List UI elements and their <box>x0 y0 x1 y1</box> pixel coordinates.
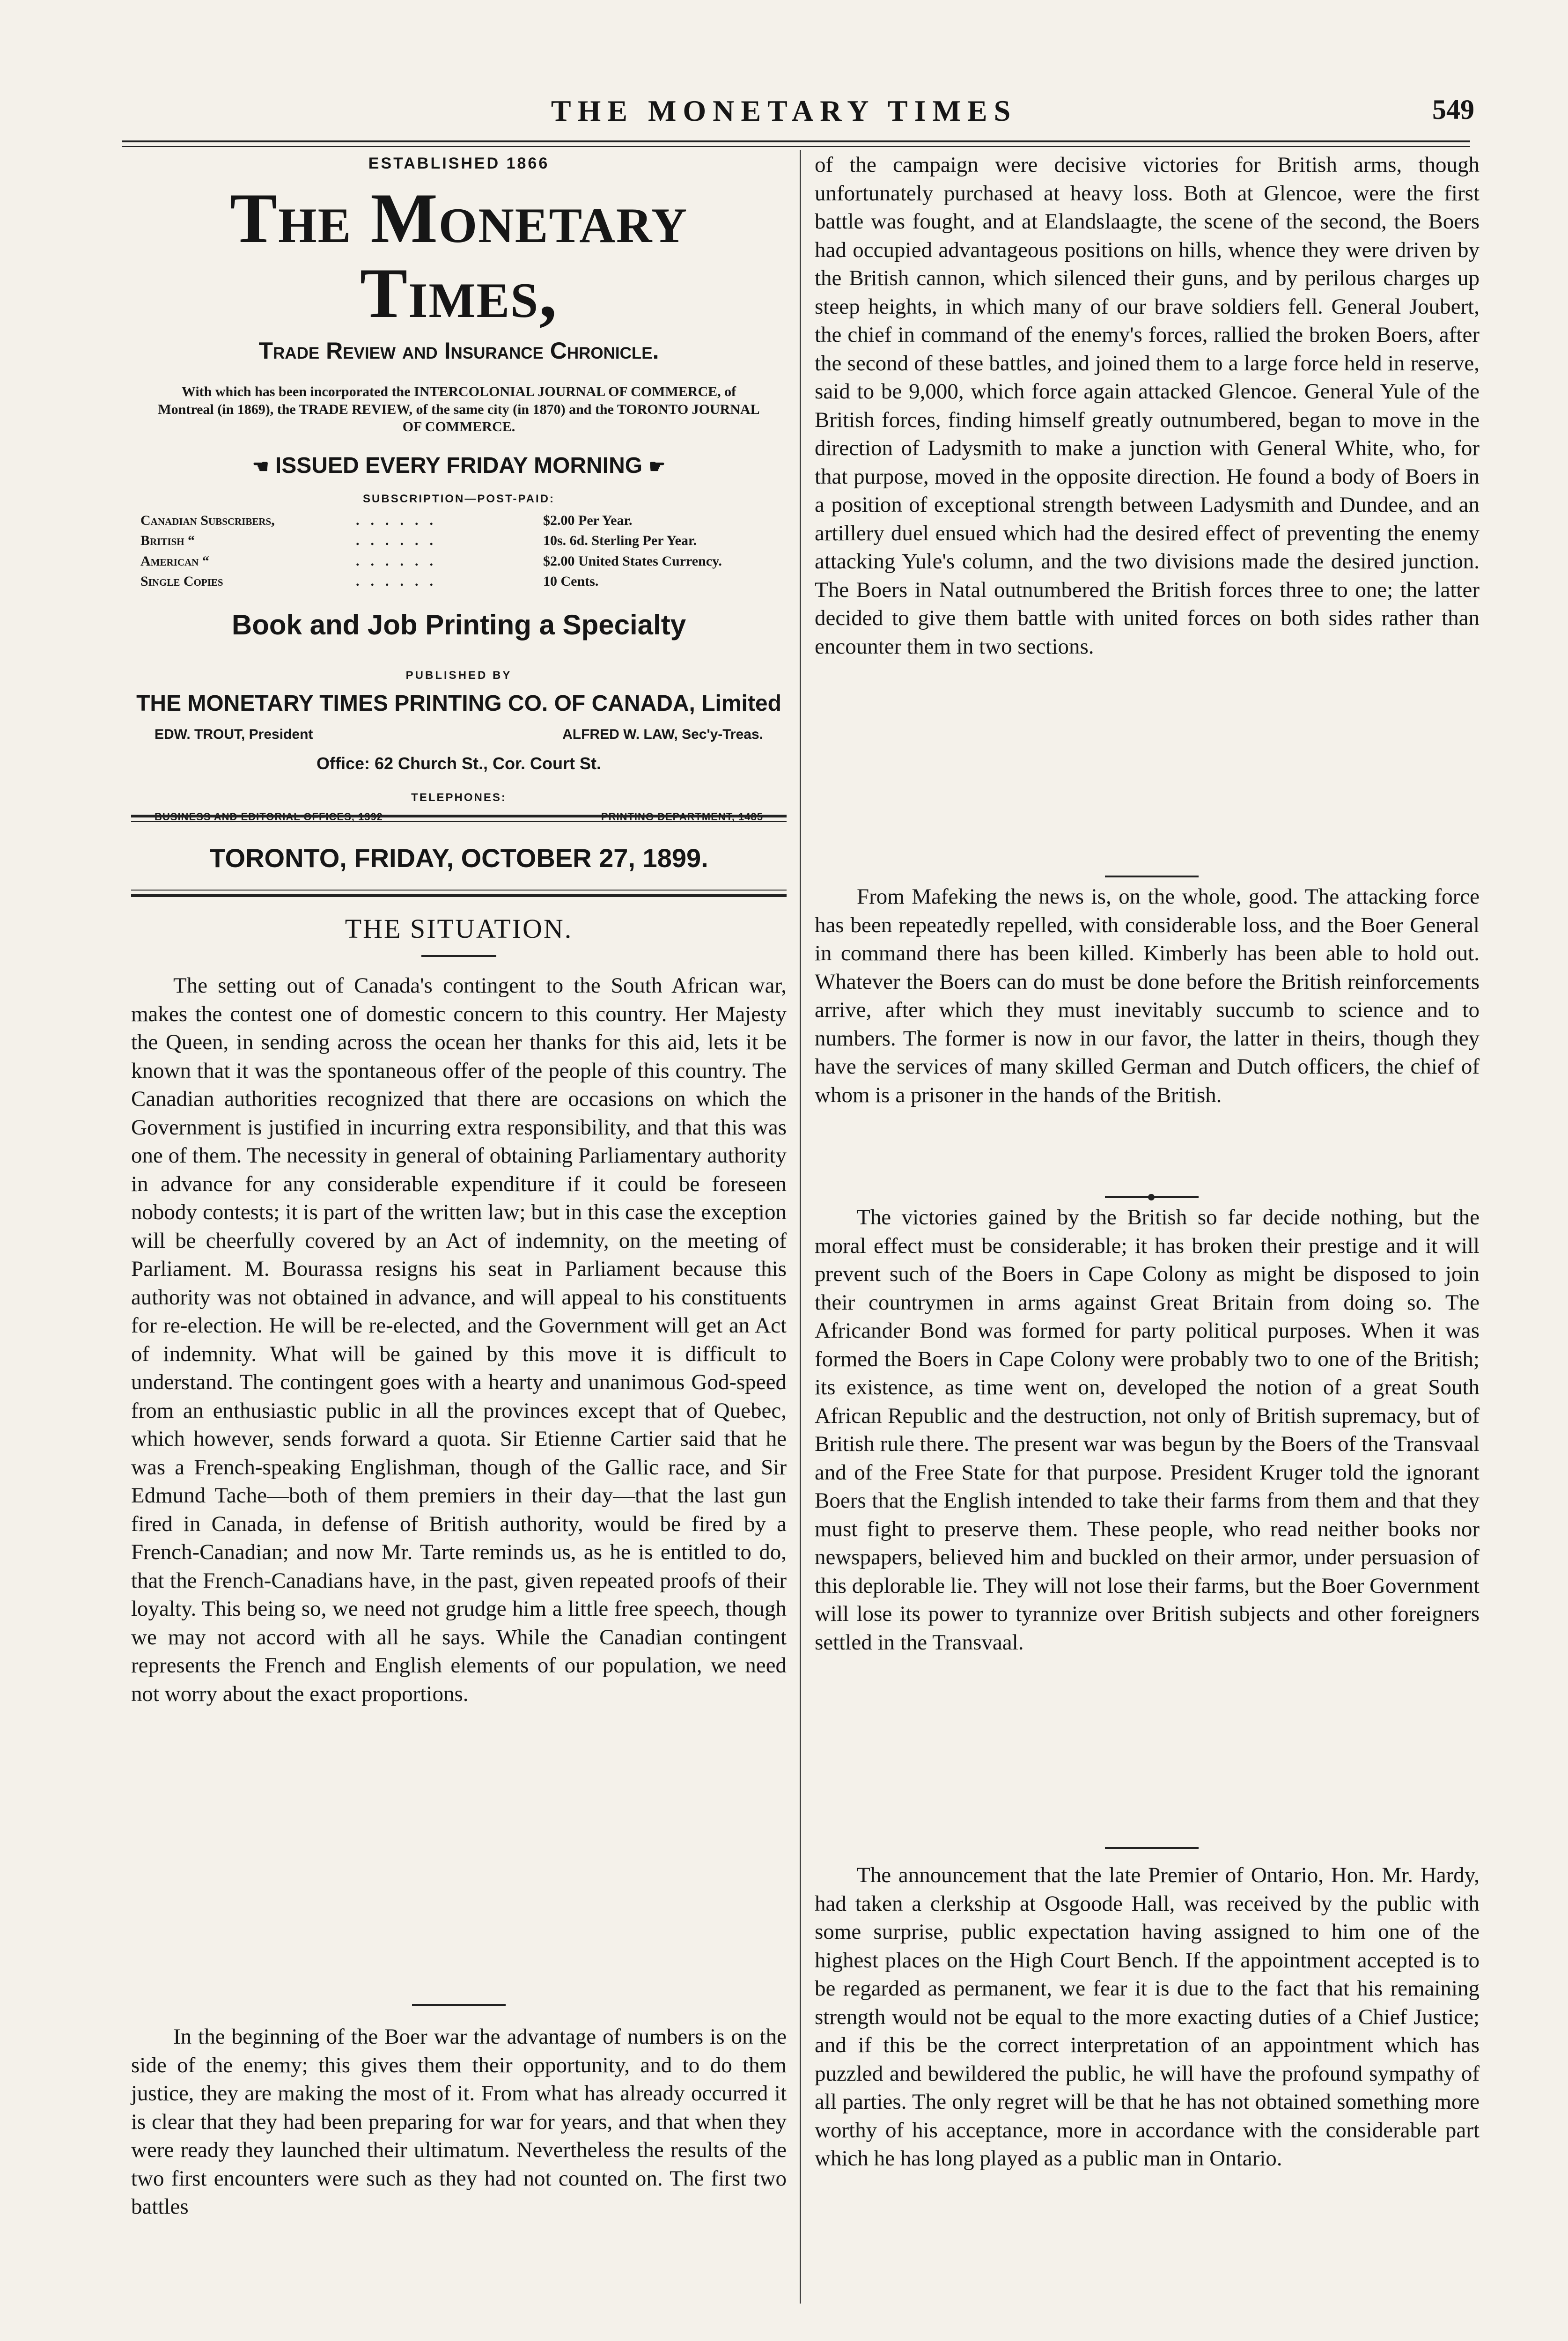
article-paragraph: From Mafeking the news is, on the whole, good. The attacking force has been repeatedly repelled, with considerable loss, and the Boer General in command there has been killed. Kimberly has been able to hold out. Whatever the Boers can do must be done before the British reinforcements arrive, after which they must inevitably succumb to science and to numbers. The former is now in our favor, the latter in theirs, though they have the services of many skilled German and Dutch officers, the chief of whom is a prisoner in the hands of the British. <box>815 884 1480 1107</box>
phone-printing: PRINTING DEPARTMENT, 1485 <box>601 810 763 823</box>
leader-dots: ...... <box>356 533 444 549</box>
incorporation-note: With which has been incorporated the INTERCOLONIAL JOURNAL OF COMMERCE, of Montreal (in 1869), the TRADE REVIEW, of the same city (in 1870) and the TORONTO JOURNAL OF COMMERCE. <box>158 384 760 435</box>
publisher-company: THE MONETARY TIMES PRINTING CO. OF CANADA, Limited <box>136 691 781 716</box>
article-paragraph: The victories gained by the British so far decide nothing, but the moral effect must be considerable; it has broken their prestige and it will prevent such of the Boers in Cape Colony as might be disposed to join their countrymen in arms against Great Britain from doing so. The Africander Bond was formed for party political purposes. When it was formed the Boers in Cape Colony were probably two to one of the British; its existence, as time went on, developed the notion of a great South African Republic and the destruction, not only of British supremacy, but of British rule there. The present war was begun by the Boers of the Transvaal and of the Free State for that purpose. President Kruger told the ignorant Boers that the English intended to take their farms from them and that they must fight to preserve them. These people, who read neither books nor newspapers, believed him and buckled on their armor, under persuasion of this deplorable lie. They will not lose their farms, but the Boer Government will lose its power to tyrannize over British subjects and other foreigners settled in the Transvaal. <box>815 1205 1480 1655</box>
rate-row <box>140 530 777 551</box>
pointing-hand-left-icon: ☚ <box>252 456 269 477</box>
dateline-rule <box>131 890 787 891</box>
section-rule <box>421 955 496 957</box>
subscription-heading: SUBSCRIPTION—POST-PAID: <box>363 492 555 505</box>
leader-dots: ...... <box>356 553 444 569</box>
article-paragraph: The setting out of Canada's contingent to the South African war, makes the contest one of domestic concern to this country. Her Majesty the Queen, in sending across the ocean her thanks for this aid, lets it be known that it was the spontaneous offer of the people of this country. The Canadian authorities recognized that there are occasions on which the Government is justified in incurring extra responsibility, and that this was one of them. The necessity in general of obtaining Parliamentary authority in advance for any considerable expenditure if it could be foreseen nobody contests; it is part of the written law; but in this case the exception will be cheerfully covered by an Act of indemnity, on the meeting of Parliament. M. Bourassa resigns his seat in Parliament because this authority was not obtained in advance, and will appeal to his constituents for re-election. He will be re-elected, and the Government will get an Act of indemnity. What will be gained by this move it is difficult to understand. The contingent goes with a hearty and unanimous God-speed from an enthusiastic public in all the provinces except that of Quebec, which however, sends forward a quota. Sir Etienne Cartier said that he was a French-speaking Englishman, though of the Gallic race, and Sir Edmund Tache—both of them premiers in their day—that the last gun fired in Canada, in defense of British authority, would be fired by a French-Canadian; and now Mr. Tarte reminds us, as he is entitled to do, that the French-Canadians have, in the past, given repeated proofs of their loyalty. This being so, we need not grudge him a little free speech, though we may not accord with all he says. While the Canadian contingent represents the French and English elements of our population, we need not worry about the exact proportions. <box>131 973 787 1706</box>
rate-label: Canadian Subscribers, <box>140 512 275 528</box>
published-by-label: PUBLISHED BY <box>405 669 512 682</box>
rate-value: 10s. 6d. Sterling Per Year. <box>543 533 697 549</box>
right-column-part-4 <box>815 1861 1480 2173</box>
left-column-continued <box>131 2023 787 2221</box>
telephones-heading: TELEPHONES: <box>411 791 507 804</box>
running-title: THE MONETARY TIMES <box>551 94 1017 127</box>
page-number: 549 <box>1432 94 1474 125</box>
header-rule <box>122 140 1470 142</box>
right-column <box>815 151 1480 661</box>
header-rule <box>122 146 1470 147</box>
rate-label: American “ <box>140 553 209 569</box>
president: EDW. TROUT, President <box>155 726 313 742</box>
article-paragraph: In the beginning of the Boer war the advantage of numbers is on the side of the enemy; this gives them their opportunity, and to do them justice, they are making the most of it. From what has already occurred it is clear that they had been preparing for war for years, and that when they were ready they launched their ultimatum. Nevertheless the results of the two first encounters were such as they had not counted on. The first two battles <box>131 2024 787 2219</box>
rate-row <box>140 571 777 592</box>
running-head <box>0 94 1568 145</box>
issued-text: ISSUED EVERY FRIDAY MORNING <box>275 453 643 478</box>
established-line: ESTABLISHED 1866 <box>368 155 550 172</box>
pointing-hand-right-icon: ☛ <box>648 456 666 477</box>
publication-title: The Monetary Times, <box>229 179 688 332</box>
officers <box>155 727 763 743</box>
secretary-treasurer: ALFRED W. LAW, Sec'y-Treas. <box>562 726 763 742</box>
rate-row <box>140 510 777 531</box>
dateline-rule <box>131 894 787 897</box>
column-divider <box>800 150 801 2304</box>
rate-value: 10 Cents. <box>543 574 599 589</box>
rate-label: Single Copies <box>140 574 223 589</box>
phone-business: BUSINESS AND EDITORIAL OFFICES, 1392 <box>155 810 383 823</box>
leader-dots: ...... <box>356 574 444 589</box>
publication-subtitle: Trade Review and Insurance Chronicle. <box>258 338 659 364</box>
paragraph-separator <box>412 2004 506 2006</box>
masthead-rule <box>131 815 787 817</box>
right-column-part-3 <box>815 1203 1480 1656</box>
dateline: TORONTO, FRIDAY, OCTOBER 27, 1899. <box>209 843 708 873</box>
masthead <box>131 155 787 823</box>
subscription-rates <box>140 510 777 592</box>
issued-line <box>131 453 787 479</box>
left-column <box>131 972 787 1708</box>
article-paragraph: The announcement that the late Premier of Ontario, Hon. Mr. Hardy, had taken a clerkship at Osgoode Hall, was received by the public with some surprise, public expectation having assigned to him one of the highest places on the High Court Bench. If the appointment accepted is to be regarded as permanent, we fear it is due to the fact that his remaining strength would not be equal to the more exacting duties of a Chief Justice; and if this be the correct interpretation of an appointment which has puzzled and bewildered the public, he will have the profound sympathy of all parties. The only regret will be that he has not obtained something more worthy of his acceptance, more in accordance with the considerable part which he has long played as a public man in Ontario. <box>815 1863 1480 2171</box>
article-paragraph: of the campaign were decisive victories for British arms, though unfortunately purchased at heavy loss. Both at Glencoe, were the first battle was fought, and at Elandslaagte, the scene of the second, the Boers had occupied advantageous positions on hills, whence they were driven by the British cannon, which silenced their guns, and by perilous charges up steep heights, in which many of our brave soldiers fell. General Joubert, the chief in command of the enemy's forces, rallied the broken Boers, after the second of these battles, and joined them to a large force held in reserve, said to be 9,000, which force again attacked Glencoe. General Yule of the British forces, finding himself greatly outnumbered, began to move in the direction of Ladysmith to make a junction with General White, who, for that purpose, moved in the opposite direction. He found a body of Boers in a position of exceptional strength between Ladysmith and Dundee, and an artillery duel ensued which had the desired effect of preventing the enemy attacking Yule's column, and the two divisions made the desired junction. The Boers in Natal outnumbered the British forces three to one; the latter decided to give them battle with united forces on both sides rather than encounter them in two sections. <box>815 153 1480 659</box>
paragraph-separator <box>1105 1196 1199 1198</box>
paragraph-separator <box>1105 876 1199 877</box>
leader-dots: ...... <box>356 512 444 528</box>
right-column-part-2 <box>815 883 1480 1109</box>
office-address: Office: 62 Church St., Cor. Court St. <box>316 753 602 773</box>
rate-label: British “ <box>140 533 195 549</box>
paragraph-separator <box>1105 1847 1199 1849</box>
masthead-rule <box>131 821 787 822</box>
section-heading: THE SITUATION. <box>345 913 573 944</box>
rate-value: $2.00 Per Year. <box>543 512 633 528</box>
rate-value: $2.00 United States Currency. <box>543 553 722 569</box>
rate-row <box>140 551 777 572</box>
specialty-line: Book and Job Printing a Specialty <box>231 609 686 640</box>
